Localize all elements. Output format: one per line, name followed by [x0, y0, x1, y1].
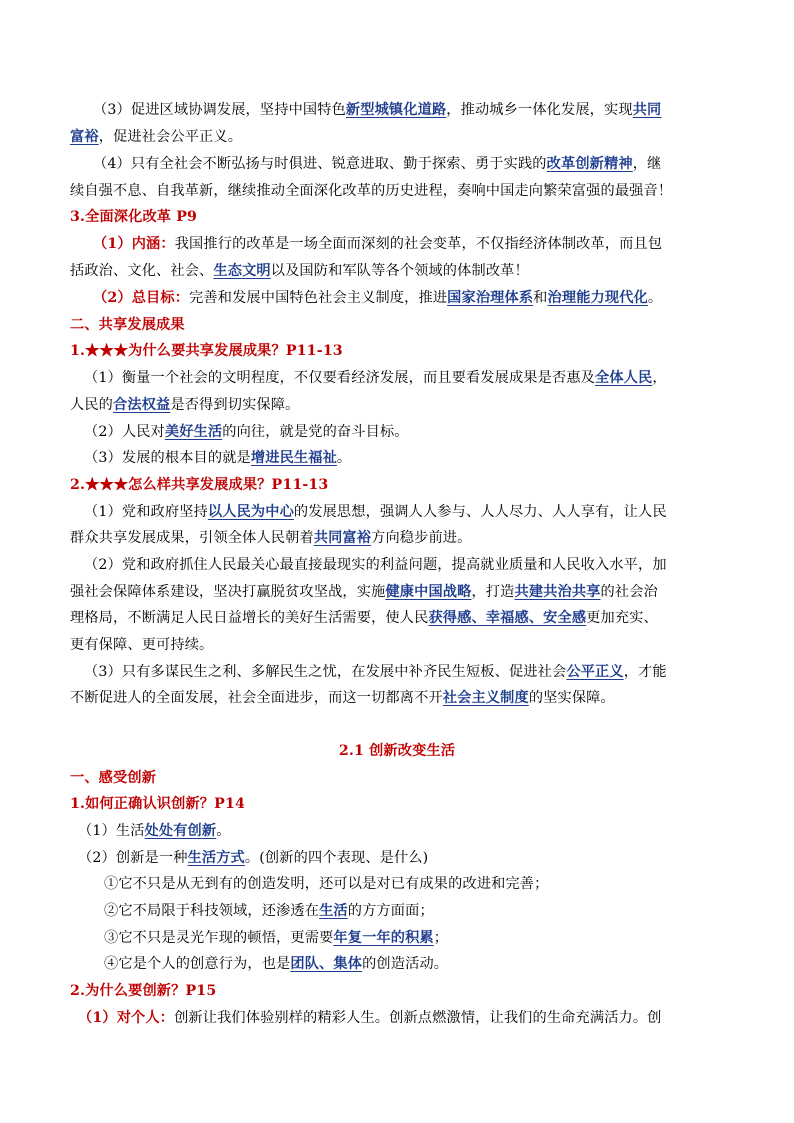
para-line	[0, 819, 794, 843]
body-text: 方向稳步前进。	[371, 530, 472, 546]
keyword-highlight: 全体人民	[595, 370, 653, 386]
body-text: 的坚实保障。	[528, 690, 615, 706]
para-line	[0, 98, 794, 122]
keyword-highlight: 共建共治共享	[514, 584, 601, 600]
keyword-highlight: 团队、集体	[290, 956, 363, 972]
body-text: ①它不只是从无到有的创造发明，还可以是对已有成果的改进和完善；	[104, 876, 549, 892]
heading-text: （1）内涵：	[93, 236, 175, 252]
para-line	[0, 500, 794, 524]
heading-text: 一、感受创新	[70, 770, 157, 786]
body-text: 更有保障、更可持续。	[70, 637, 214, 653]
keyword-highlight: 增进民生福祉	[250, 450, 337, 466]
body-text: ，	[652, 370, 667, 386]
body-text: 是否得到切实保障。	[170, 397, 300, 413]
para-line	[0, 366, 794, 390]
keyword-highlight: 生态文明	[213, 263, 271, 279]
heading-text: 2.1 创新改变生活	[338, 743, 456, 759]
body-text: 的社会治	[600, 584, 658, 600]
body-text: （3）只有多谋民生之利、多解民生之忧，在发展中补齐民生短板、促进社会	[84, 664, 567, 680]
section-heading	[0, 979, 794, 1003]
para-line	[0, 125, 794, 149]
para-line	[0, 606, 794, 630]
para-line	[0, 286, 794, 310]
chapter-title	[0, 739, 794, 763]
para-line	[0, 633, 794, 657]
body-text: ，促进社会公平正义。	[98, 129, 243, 145]
body-text: ②它不局限于科技领域，还渗透在	[104, 903, 320, 919]
keyword-highlight: 公平正义	[566, 664, 624, 680]
heading-text: 二、共享发展成果	[70, 317, 185, 333]
section-heading	[0, 339, 794, 363]
para-line	[0, 393, 794, 417]
body-text: （1）衡量一个社会的文明程度，不仅要看经济发展，而且要看发展成果是否惠及	[84, 370, 595, 386]
heading-text: 3.全面深化改革 P9	[70, 209, 198, 225]
body-text: 。	[336, 450, 352, 466]
body-text: （3）发展的根本目的就是	[84, 450, 251, 466]
list-item	[0, 952, 794, 976]
para-line	[0, 232, 794, 256]
keyword-highlight: 生活	[319, 903, 348, 919]
body-text: （2）创新是一种	[78, 850, 188, 866]
list-item	[0, 872, 794, 896]
body-text: ，继	[632, 156, 662, 172]
para-line	[0, 420, 794, 444]
body-text: 的向往，就是党的奋斗目标。	[222, 424, 409, 440]
para-line	[0, 179, 794, 203]
keyword-highlight: 健康中国战略	[385, 584, 472, 600]
body-text: （3）促进区域协调发展，坚持中国特色	[93, 102, 346, 118]
section-heading	[0, 205, 794, 229]
body-text: 人民的	[70, 397, 114, 413]
para-line	[0, 553, 794, 577]
body-text: 我国推行的改革是一场全面而深刻的社会变革，不仅指经济体制改革，而且包	[174, 236, 663, 252]
body-text: ，打造	[471, 584, 515, 600]
body-text: 以及国防和军队等各个领域的体制改革！	[270, 263, 529, 279]
body-text: 更加充实、	[586, 610, 658, 626]
body-text: ；	[433, 930, 449, 946]
body-text: （2）党和政府抓住人民最关心最直接最现实的利益问题，提高就业质量和人民收入水平，加	[84, 557, 667, 573]
heading-text: 2.为什么要创新？P15	[70, 983, 217, 999]
para-line	[0, 152, 794, 176]
section-heading	[0, 473, 794, 497]
para-line	[0, 1006, 794, 1030]
para-line	[0, 686, 794, 710]
body-text: 。	[647, 290, 663, 306]
heading-text: 2.★★★怎么样共享发展成果？P11-13	[70, 477, 329, 493]
keyword-highlight: 合法权益	[113, 397, 171, 413]
keyword-highlight: 处处有创新	[144, 823, 217, 839]
body-text: ，推动城乡一体化发展，实现	[446, 102, 633, 118]
para-line	[0, 259, 794, 283]
body-text: 。	[216, 823, 231, 839]
heading-text: 1.如何正确认识创新？P14	[70, 796, 246, 812]
body-text: ④它是个人的创意行为，也是	[104, 956, 291, 972]
section-heading	[0, 313, 794, 337]
body-text: 括政治、文化、社会、	[70, 263, 214, 279]
body-text: 强社会保障体系建设，坚决打赢脱贫攻坚战，实施	[70, 584, 386, 600]
body-text: 续自强不息、自我革新，继续推动全面深化改革的历史进程，奏响中国走向繁荣富强的最强音！	[70, 183, 673, 199]
body-text: 。(创新的四个表现、是什么)	[244, 850, 429, 866]
heading-text: （2）总目标：	[93, 290, 190, 306]
keyword-highlight: 富裕	[70, 129, 99, 145]
keyword-highlight: 共同富裕	[313, 530, 372, 546]
keyword-highlight: 社会主义制度	[442, 690, 529, 706]
body-text: 和	[533, 290, 548, 306]
body-text: 的创造活动。	[362, 956, 449, 972]
body-text: 创新让我们体验别样的精彩人生。创新点燃激情，让我们的生命充满活力。创	[174, 1010, 662, 1026]
body-text: 的方方面面；	[347, 903, 434, 919]
section-heading	[0, 792, 794, 816]
keyword-highlight: 美好生活	[164, 424, 223, 440]
section-heading	[0, 766, 794, 790]
body-text: 群众共享发展成果，引领全体人民朝着	[70, 530, 314, 546]
keyword-highlight: 治理能力现代化	[547, 290, 648, 306]
keyword-highlight: 共同	[632, 102, 662, 118]
para-line	[0, 446, 794, 470]
body-text: （2）人民对	[84, 424, 165, 440]
para-line	[0, 846, 794, 870]
keyword-highlight: 获得感、幸福感、安全感	[428, 610, 587, 626]
body-text: 完善和发展中国特色社会主义制度，推进	[189, 290, 448, 306]
list-item	[0, 926, 794, 950]
heading-text: （1）对个人：	[78, 1010, 175, 1026]
body-text: （1）生活	[78, 823, 145, 839]
keyword-highlight: 改革创新精神	[546, 156, 633, 172]
para-line	[0, 580, 794, 604]
keyword-highlight: 年复一年的积累	[333, 930, 434, 946]
heading-text: 1.★★★为什么要共享发展成果？P11-13	[70, 343, 343, 359]
keyword-highlight: 国家治理体系	[447, 290, 534, 306]
para-line	[0, 660, 794, 684]
body-text: ③它不只是灵光乍现的顿悟，更需要	[104, 930, 334, 946]
keyword-highlight: 生活方式	[187, 850, 245, 866]
para-line	[0, 526, 794, 550]
body-text: 理格局，不断满足人民日益增长的美好生活需要，使人民	[70, 610, 429, 626]
body-text: （4）只有全社会不断弘扬与时俱进、锐意进取、勤于探索、勇于实践的	[93, 156, 547, 172]
keyword-highlight: 以人民为中心	[207, 504, 294, 520]
body-text: 不断促进人的全面发展，社会全面进步，而这一切都离不开	[70, 690, 443, 706]
body-text: 的发展思想，强调人人参与、人人尽力、人人享有，让人民	[293, 504, 667, 520]
list-item	[0, 899, 794, 923]
body-text: （1）党和政府坚持	[84, 504, 208, 520]
keyword-highlight: 新型城镇化道路	[345, 102, 447, 118]
body-text: ，才能	[623, 664, 667, 680]
